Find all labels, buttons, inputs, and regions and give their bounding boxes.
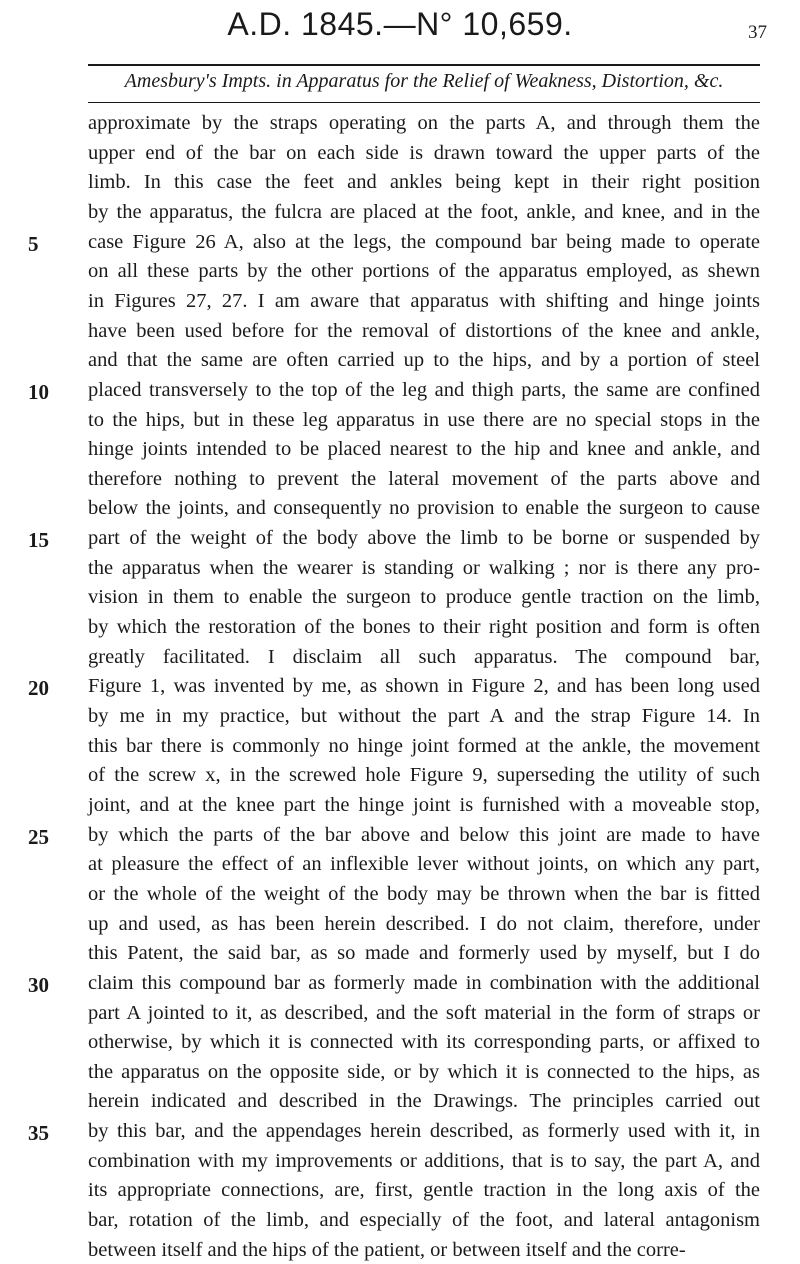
text-line: the apparatus when the wearer is standing or walking ; nor is there any pro- [88, 556, 760, 579]
text-line: on all these parts by the other portions of the apparatus employed, as shewn [88, 260, 760, 283]
text-line: part of the weight of the body above the limb to be borne or suspended by [88, 527, 760, 550]
text-line: greatly facilitated. I disclaim all such apparatus. The compound bar, [88, 645, 760, 668]
text-line: and that the same are often carried up to the hips, and by a portion of steel [88, 349, 760, 372]
text-line: at pleasure the effect of an inflexible lever without joints, on which any part, [88, 853, 760, 876]
text-line: hinge joints intended to be placed nearest to the hip and knee and ankle, and [88, 438, 760, 461]
text-line: in Figures 27, 27. I am aware that apparatus with shifting and hinge joints [88, 289, 760, 312]
text-line: have been used before for the removal of distortions of the knee and ankle, [88, 319, 760, 342]
text-line: bar, rotation of the limb, and especially of the foot, and lateral antagonism [88, 1209, 760, 1232]
running-head: Amesbury's Impts. in Apparatus for the Relief of Weakness, Distortion, &c. [124, 70, 724, 92]
line-number: 35 [28, 1121, 49, 1146]
line-number: 15 [28, 528, 49, 553]
text-line: joint, and at the knee part the hinge joint is furnished with a moveable stop, [88, 793, 760, 816]
text-line: to the hips, but in these leg apparatus in use there are no special stops in the [88, 408, 760, 431]
text-line: or the whole of the weight of the body may be thrown when the bar is fitted [88, 882, 760, 905]
text-line: the apparatus on the opposite side, or by which it is connected to the hips, as [88, 1060, 760, 1083]
page-number: 37 [748, 22, 767, 43]
text-line: part A jointed to it, as described, and the soft material in the form of straps or [88, 1001, 760, 1024]
text-line: by this bar, and the appendages herein described, as formerly used with it, in [88, 1120, 760, 1143]
text-line: upper end of the bar on each side is drawn toward the upper parts of the [88, 141, 760, 164]
text-line: limb. In this case the feet and ankles being kept in their right position [88, 171, 760, 194]
line-number: 30 [28, 972, 49, 997]
text-line: claim this compound bar as formerly made in combination with the additional [88, 971, 760, 994]
line-number: 25 [28, 824, 49, 849]
text-line: combination with my improvements or additions, that is to say, the part A, and [88, 1149, 760, 1172]
text-line: of the screw x, in the screwed hole Figure 9, superseding the utility of such [88, 764, 760, 787]
text-line: placed transversely to the top of the leg and thigh parts, the same are confined [88, 378, 760, 401]
text-line: by me in my practice, but without the part A and the strap Figure 14. In [88, 705, 760, 727]
text-line: by which the restoration of the bones to their right position and form is often [88, 616, 760, 639]
text-line: otherwise, by which it is connected with its corresponding parts, or affixed to [88, 1031, 760, 1054]
text-line: up and used, as has been herein described. I do not claim, therefore, under [88, 912, 760, 935]
text-line: below the joints, and consequently no provision to enable the surgeon to cause [88, 497, 760, 520]
text-line: between itself and the hips of the patient, or between itself and the corre- [88, 1238, 686, 1261]
line-number: 10 [28, 379, 49, 404]
header-rule-bottom [88, 102, 760, 103]
header-rule-top [88, 64, 760, 66]
text-line: Figure 1, was invented by me, as shown in Figure 2, and has been long used [88, 675, 760, 698]
text-line: its appropriate connections, are, first, gentle traction in the long axis of the [88, 1179, 760, 1202]
text-line: this Patent, the said bar, as so made and formerly used by myself, but I do [88, 942, 760, 965]
text-line: case Figure 26 A, also at the legs, the compound bar being made to operate [88, 230, 760, 253]
text-line: by which the parts of the bar above and below this joint are made to have [88, 823, 760, 846]
text-line: therefore nothing to prevent the lateral movement of the parts above and [88, 467, 760, 490]
text-line: this bar there is commonly no hinge joint formed at the ankle, the movement [88, 734, 760, 757]
page-header-title: A.D. 1845.—N° 10,659. [227, 6, 573, 42]
line-number: 20 [28, 676, 49, 701]
text-line: approximate by the straps operating on the parts A, and through them the [88, 112, 760, 134]
text-line: vision in them to enable the surgeon to produce gentle traction on the limb, [88, 586, 760, 609]
text-line: by the apparatus, the fulcra are placed at the foot, ankle, and knee, and in the [88, 200, 760, 223]
line-number: 5 [28, 231, 39, 256]
text-line: herein indicated and described in the Drawings. The principles carried out [88, 1090, 760, 1113]
